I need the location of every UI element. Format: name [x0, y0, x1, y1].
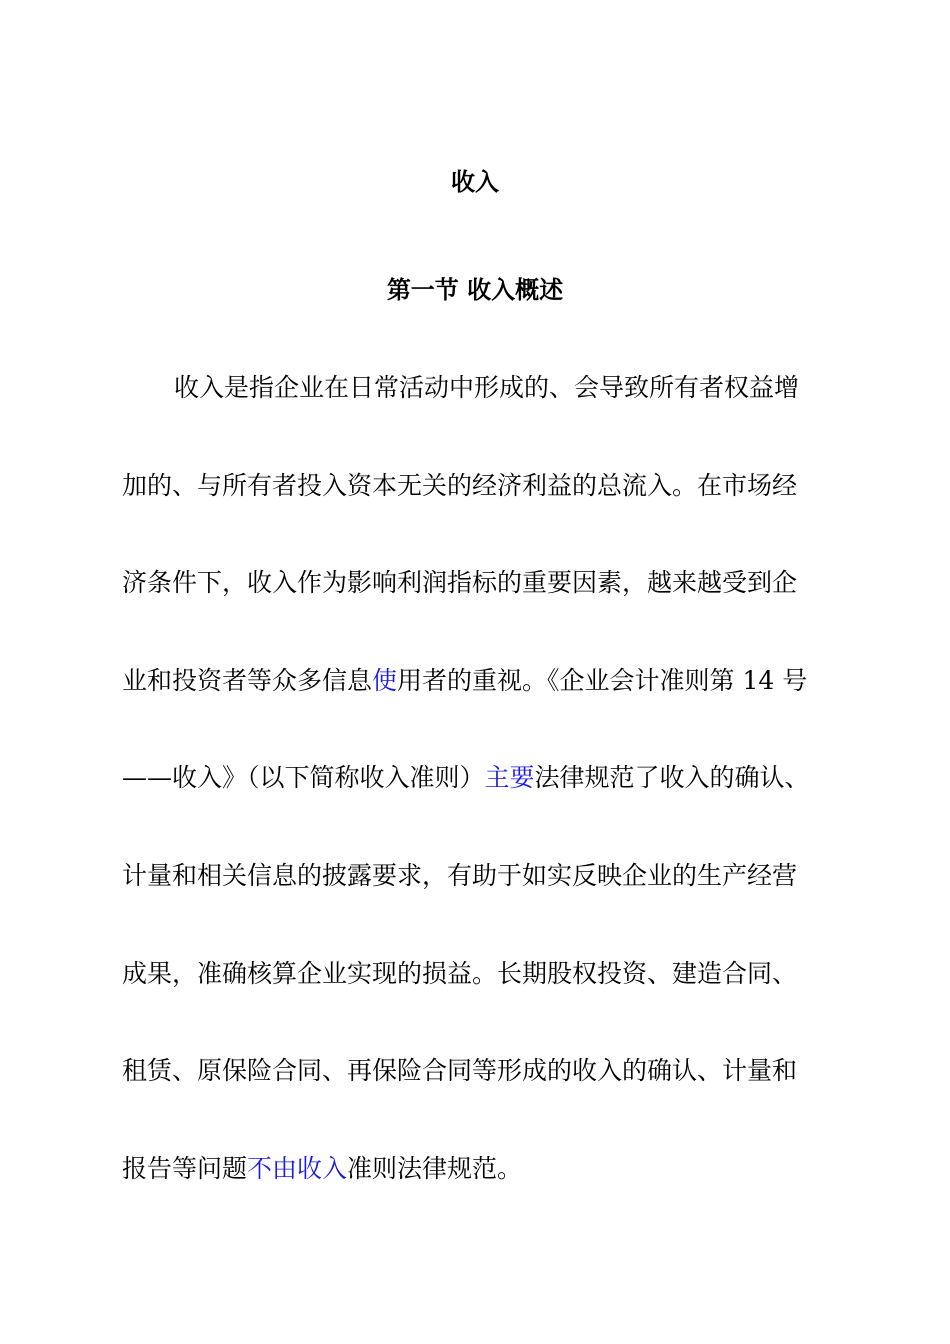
paragraph-line	[122, 368, 842, 466]
text-run: 法律规范了收入的确认、	[534, 763, 810, 793]
text-run: 加的、与所有者投入资本无关的经济利益的总流入。在市场经	[122, 470, 798, 500]
highlighted-text-run: 主要	[484, 763, 535, 793]
text-run: 收入是指企业在日常活动中形成的、会导致所有者权益增	[174, 373, 800, 402]
paragraph-line	[122, 661, 842, 759]
paragraph-line	[122, 954, 842, 1052]
text-run: 用者的重视。《企业会计准则第 14 号	[397, 665, 808, 695]
text-run: 济条件下，收入作为影响利润指标的重要因素，越来越受到企	[122, 568, 798, 598]
paragraph-line	[122, 1149, 842, 1247]
paragraph-line	[122, 563, 842, 661]
text-run: ——收入》（以下简称收入准则）	[122, 763, 485, 793]
paragraph-line	[122, 466, 842, 564]
highlighted-text-run: 使	[372, 665, 398, 695]
text-run: 计量和相关信息的披露要求，有助于如实反映企业的生产经营	[122, 860, 798, 890]
text-run: 成果，准确核算企业实现的损益。长期股权投资、建造合同、	[122, 958, 798, 988]
document-title: 收入	[451, 168, 499, 196]
text-run: 报告等问题	[122, 1153, 248, 1183]
highlighted-text-run: 不由收入	[247, 1153, 348, 1183]
paragraph-line	[122, 856, 842, 954]
section-heading: 第一节 收入概述	[386, 276, 564, 304]
text-run: 准则法律规范。	[347, 1153, 523, 1183]
paragraph-line	[122, 1051, 842, 1149]
paragraph-line	[122, 758, 842, 856]
text-run: 租赁、原保险合同、再保险合同等形成的收入的确认、计量和	[122, 1056, 798, 1086]
body-paragraph	[122, 368, 842, 1246]
text-run: 业和投资者等众多信息	[122, 665, 373, 695]
